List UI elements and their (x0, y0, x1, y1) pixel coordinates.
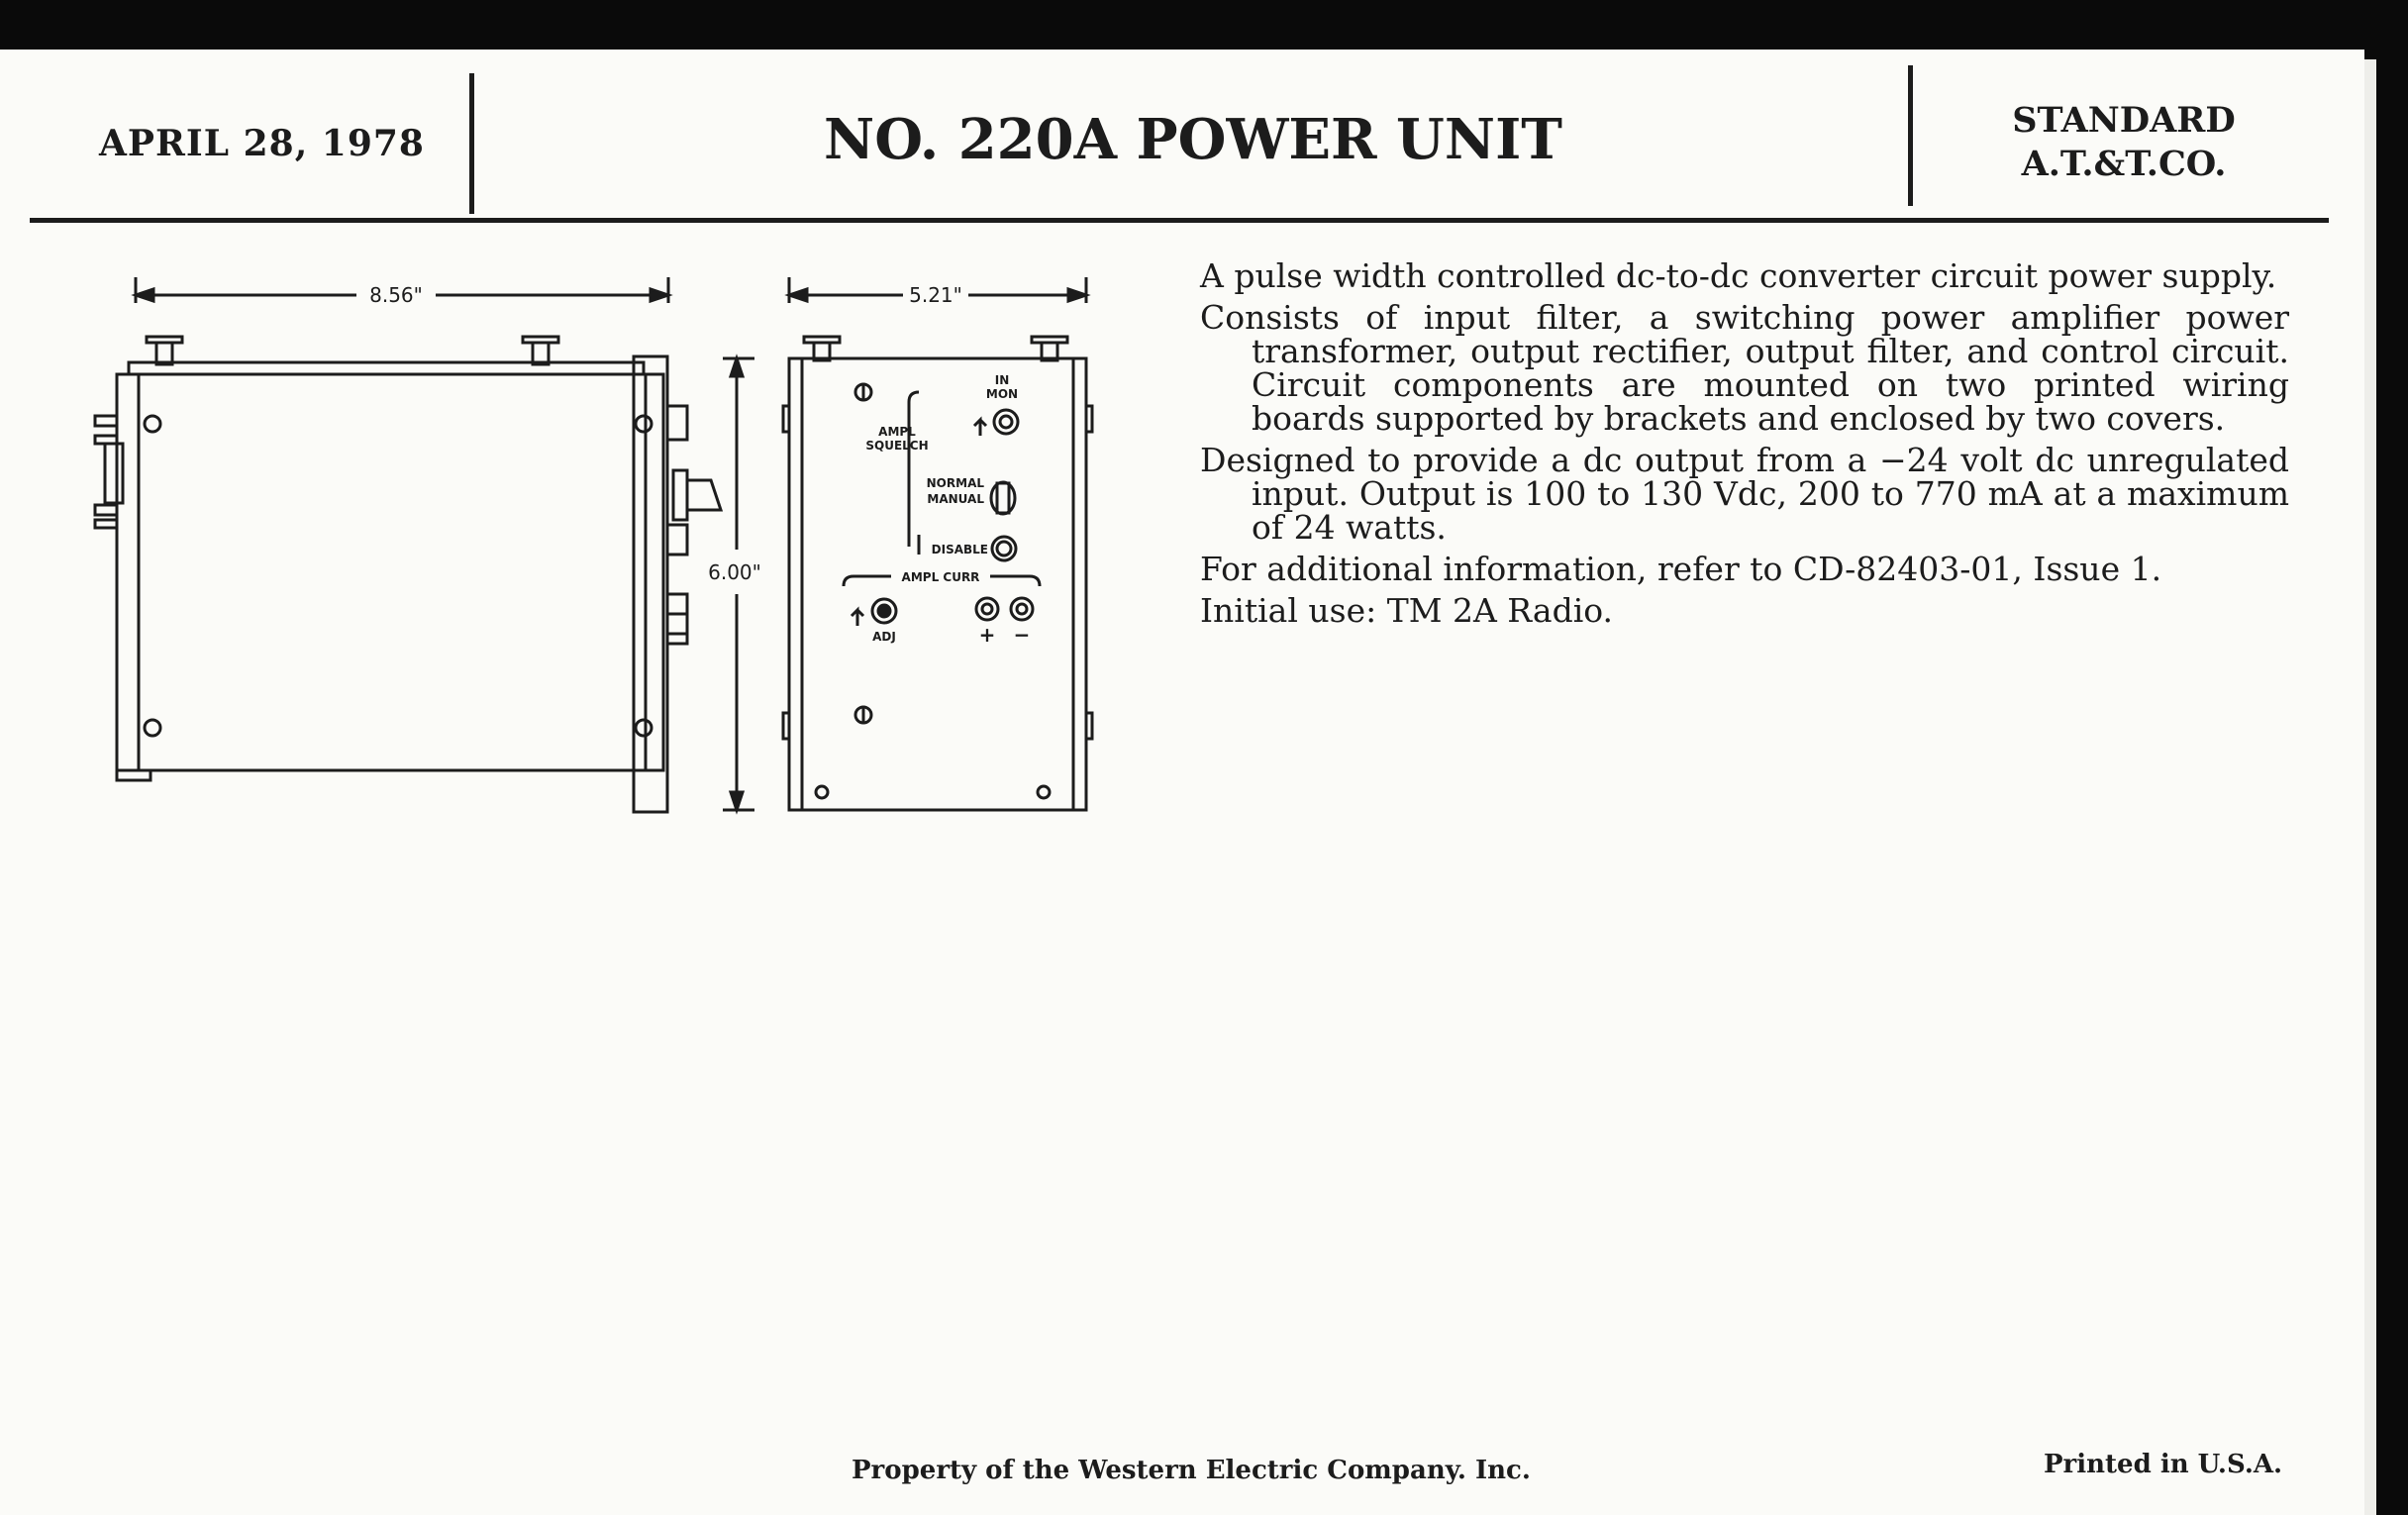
label-squelch: SQUELCH (865, 439, 929, 453)
printed-notice: Printed in U.S.A. (2044, 1450, 2283, 1479)
label-ampl: AMPL (878, 425, 916, 439)
depth-dimension-label: 5.21" (909, 283, 962, 307)
height-dimension-label: 6.00" (708, 560, 761, 584)
description (1200, 256, 2289, 636)
property-notice: Property of the Western Electric Company. Inc. (852, 1456, 1531, 1485)
power-unit-drawing (0, 0, 1149, 832)
card-edge (2364, 59, 2376, 1515)
label-mon: MON (985, 387, 1019, 401)
label-in: IN (994, 373, 1010, 387)
width-dimension-label: 8.56" (369, 283, 423, 307)
company-line-1: STANDARD (2012, 100, 2236, 141)
description-paragraph-2: Consists of input filter, a switching power amplifier power transformer, output rectifier, output filter, and control circuit. Circuit components are mounted on two printed wiring boards supported by brackets and enclosed by two covers. (1200, 298, 2289, 438)
front-view (723, 277, 1092, 810)
header-divider-right (1908, 65, 1913, 206)
label-minus: − (1013, 623, 1031, 647)
company-block (1941, 99, 2307, 186)
label-ampl-curr: AMPL CURR (901, 570, 980, 584)
issue-date: APRIL 28, 1978 (99, 123, 425, 164)
description-paragraph-5: Initial use: TM 2A Radio. (1200, 591, 1614, 630)
side-view (95, 277, 721, 812)
description-paragraph-3: Designed to provide a dc output from a −24 volt dc unregulated input. Output is 100 to 130 Vdc, 200 to 770 mA at a maximum of 24 watts. (1200, 441, 2289, 547)
label-adj: ADJ (872, 630, 896, 644)
description-paragraph-4: For additional information, refer to CD-82403-01, Issue 1. (1200, 550, 2162, 588)
label-manual: MANUAL (927, 492, 984, 506)
page-title: NO. 220A POWER UNIT (824, 107, 1562, 172)
label-normal: NORMAL (926, 476, 984, 490)
company-line-2: A.T.&T.CO. (2021, 144, 2227, 184)
description-paragraph-1: A pulse width controlled dc-to-dc converter circuit power supply. (1200, 256, 2277, 295)
label-disable: DISABLE (931, 543, 988, 556)
label-plus: + (978, 623, 996, 647)
